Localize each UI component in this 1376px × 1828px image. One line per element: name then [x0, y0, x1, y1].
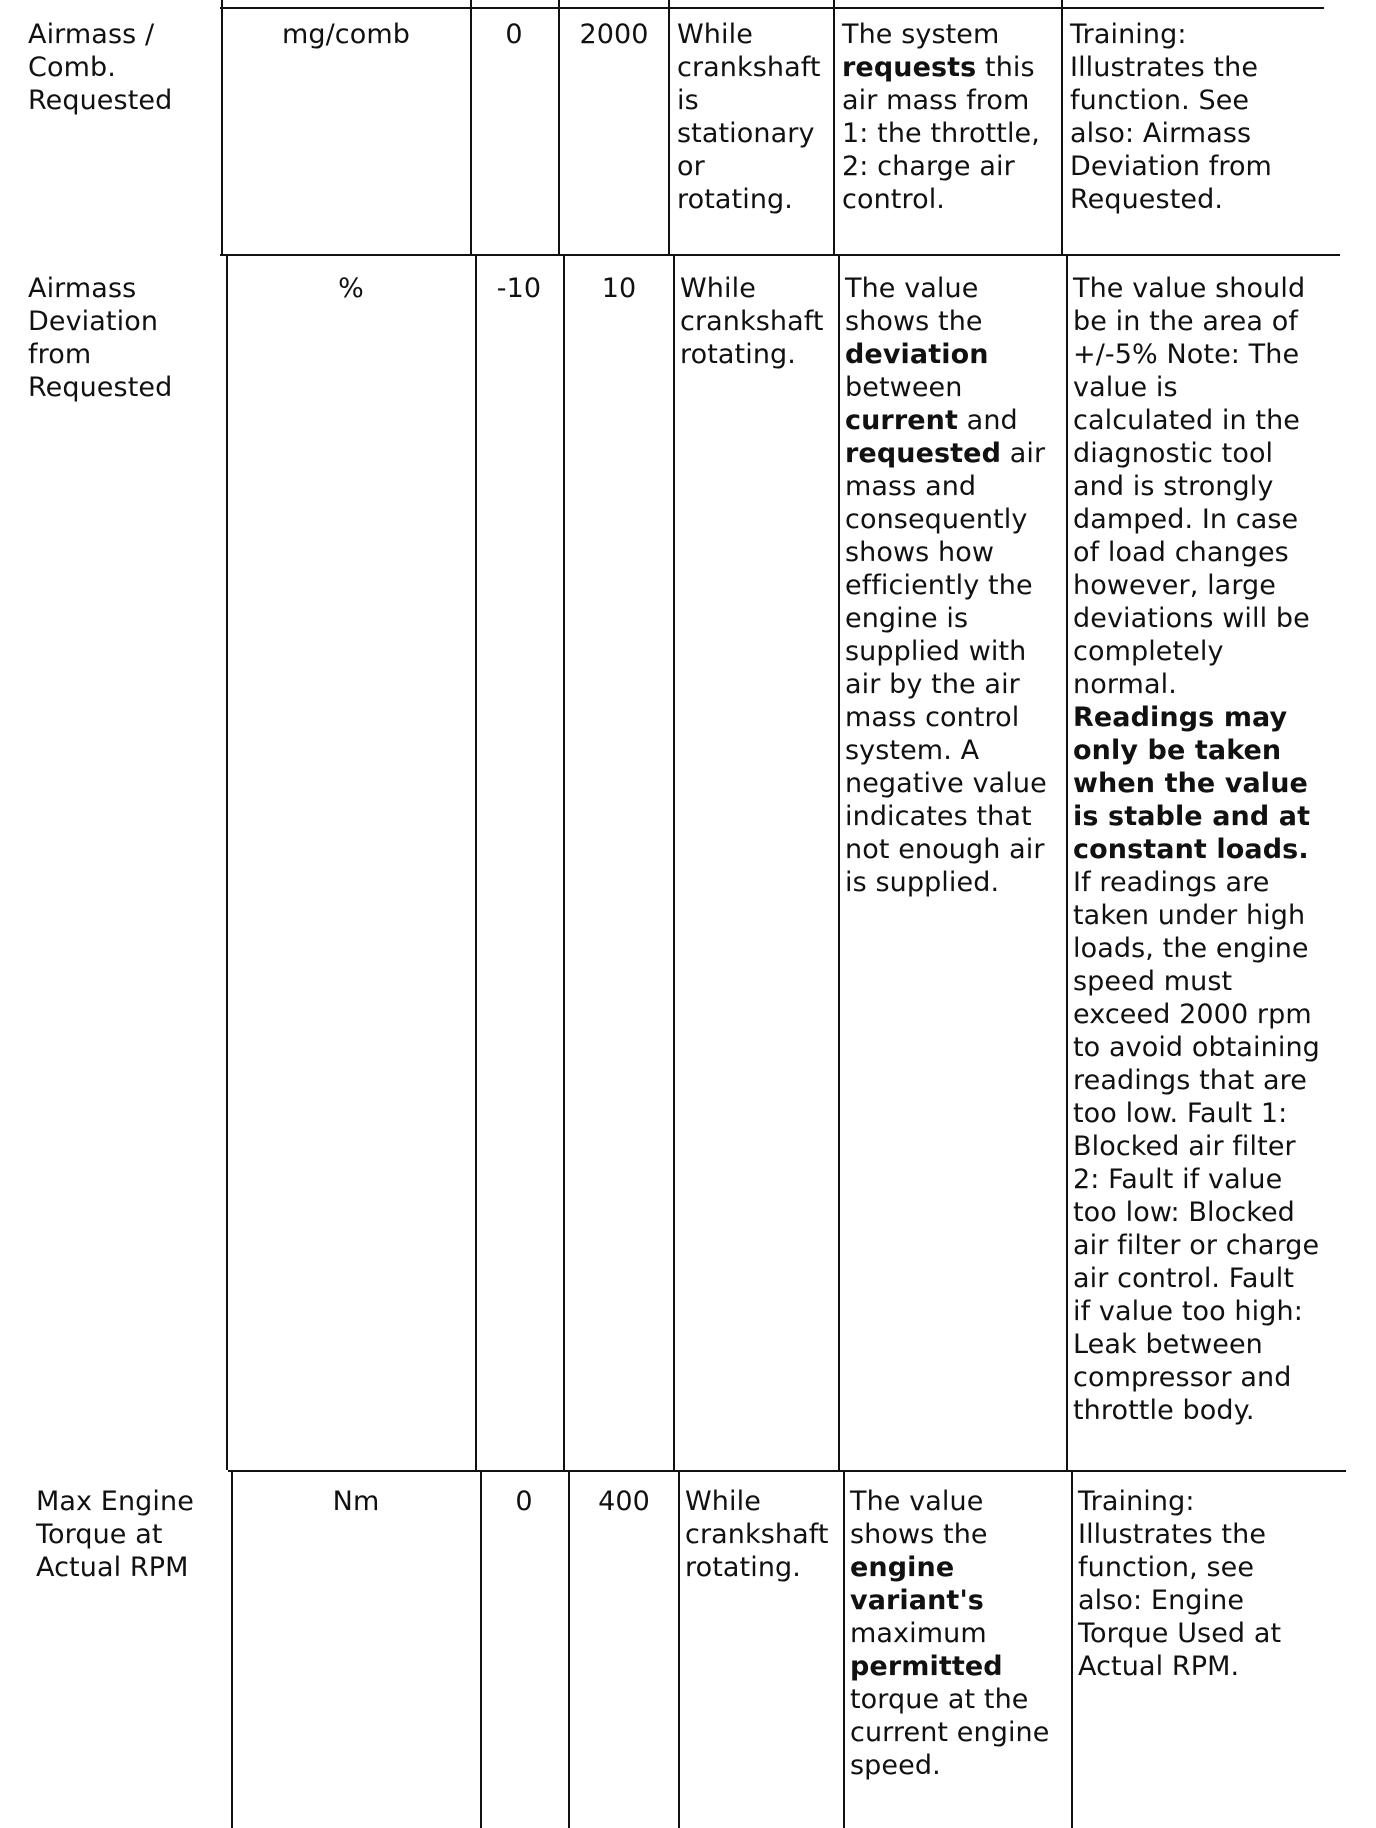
min-value: 0 — [505, 19, 523, 50]
bold-text-segment: requests — [842, 52, 977, 83]
parameter-name: Airmass Deviation from Requested — [28, 273, 173, 403]
column-divider — [480, 1470, 482, 1828]
column-divider — [558, 0, 560, 254]
max-value: 10 — [601, 273, 637, 304]
column-divider — [668, 0, 670, 254]
text-segment: The value shows the — [850, 1486, 988, 1550]
text-segment: The value shows the — [845, 273, 983, 337]
column-divider — [470, 0, 472, 254]
max-value: 2000 — [579, 19, 649, 50]
condition-cell: While crankshaft is stationary or rotating. — [677, 19, 821, 215]
column-divider — [678, 1470, 680, 1828]
column-divider — [568, 1470, 570, 1828]
column-divider — [1066, 254, 1068, 1470]
text-segment: and — [966, 405, 1018, 436]
max-value: 400 — [598, 1486, 650, 1517]
description-cell — [845, 272, 1063, 899]
text-segment: this air mass from 1: the throttle, 2: charge air control. — [842, 52, 1040, 215]
unit-cell: % — [338, 273, 364, 304]
column-divider — [838, 254, 840, 1470]
text-segment: maximum — [850, 1618, 987, 1649]
parameter-name: Max Engine Torque at Actual RPM — [36, 1486, 194, 1583]
bold-text-segment: permitted — [850, 1651, 1003, 1682]
text-segment: between — [845, 372, 963, 403]
column-divider — [833, 0, 835, 254]
condition-cell: While crankshaft rotating. — [685, 1486, 829, 1583]
text-segment: If readings are taken under high loads, the engine speed must exceed 2000 rpm to avoid obtaining readings that are too low. Fault 1: Blocked air filter 2: Fault if value too low: Blocked air filter or charge air control. Fault if value too high: Leak between compressor and throttle body. — [1073, 867, 1320, 1426]
description-cell — [842, 18, 1058, 216]
bold-text-segment: requested — [845, 438, 1002, 469]
text-segment: air mass and consequently shows how efficiently the engine is supplied with air by the air mass control system. A negative value indicates that not enough air is supplied. — [845, 438, 1047, 898]
unit-cell: Nm — [332, 1486, 380, 1517]
min-value: -10 — [496, 273, 542, 304]
column-divider — [1061, 0, 1063, 254]
description-cell — [850, 1485, 1068, 1782]
bold-text-segment: engine variant's — [850, 1552, 984, 1616]
comment-cell — [1078, 1485, 1358, 1683]
column-divider — [231, 1470, 233, 1828]
comment-cell — [1073, 272, 1363, 1427]
text-segment: The value should be in the area of +/-5% Note: The value is calculated in the diagnostic tool and is strongly damped. In case of load changes however, large deviations will be completely normal. — [1073, 273, 1310, 700]
column-divider — [843, 1470, 845, 1828]
column-divider — [221, 0, 223, 254]
comment-cell — [1070, 18, 1350, 216]
column-divider — [563, 254, 565, 1470]
column-divider — [673, 254, 675, 1470]
column-divider — [226, 254, 228, 1470]
min-value: 0 — [515, 1486, 533, 1517]
row-divider — [220, 254, 1340, 256]
text-segment: torque at the current engine speed. — [850, 1684, 1050, 1781]
column-divider — [1071, 1470, 1073, 1828]
bold-text-segment: Readings may only be taken when the value is stable and at constant loads. — [1073, 702, 1311, 865]
text-segment: The system — [842, 19, 1000, 50]
parameter-name: Airmass / Comb. Requested — [28, 19, 173, 116]
column-divider — [475, 254, 477, 1470]
row-divider — [220, 7, 1324, 9]
condition-cell: While crankshaft rotating. — [680, 273, 824, 370]
text-segment: Training: Illustrates the function. See also: Airmass Deviation from Requested. — [1070, 19, 1272, 215]
row-divider — [228, 1470, 1346, 1472]
text-segment: Training: Illustrates the function, see also: Engine Torque Used at Actual RPM. — [1078, 1486, 1282, 1682]
bold-text-segment: deviation — [845, 339, 989, 370]
bold-text-segment: current — [845, 405, 958, 436]
unit-cell: mg/comb — [281, 19, 411, 50]
